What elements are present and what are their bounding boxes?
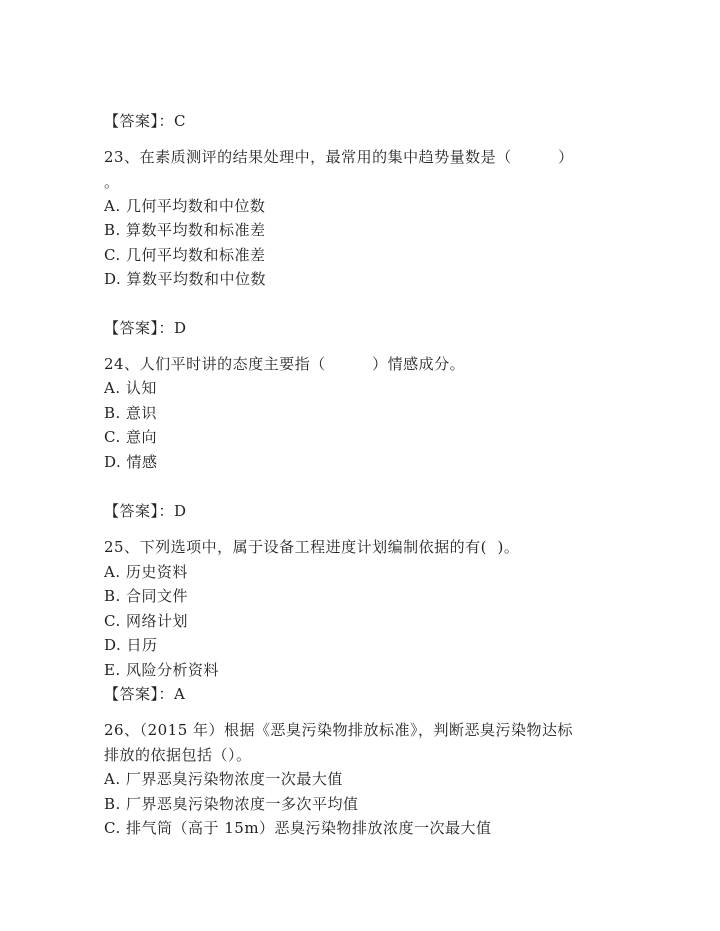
answer-25: 【答案】：A [104, 685, 186, 703]
question-25-stem: 25、下列选项中，属于设备工程进度计划编制依据的有( )。 [104, 538, 520, 556]
question-23-stem-line1: 23、在素质测评的结果处理中，最常用的集中趋势量数是（ ） [104, 148, 574, 166]
question-24-option-b: B. 意识 [104, 404, 158, 422]
question-25-option-b: B. 合同文件 [104, 587, 189, 605]
question-25-option-a: A. 历史资料 [104, 563, 188, 581]
question-25-option-d: D. 日历 [104, 636, 158, 654]
answer-23: 【答案】：D [104, 319, 187, 337]
question-25-option-c: C. 网络计划 [104, 612, 188, 630]
question-23-option-d: D. 算数平均数和中位数 [104, 270, 267, 288]
question-24-option-d: D. 情感 [104, 453, 158, 471]
question-26-stem-line2: 排放的依据包括（）。 [104, 746, 252, 764]
question-26-stem-line1: 26、（2015 年）根据《恶臭污染物排放标准》，判断恶臭污染物达标 [104, 721, 574, 739]
question-24-stem: 24、人们平时讲的态度主要指（ ）情感成分。 [104, 355, 466, 373]
question-26-option-a: A. 厂界恶臭污染物浓度一次最大值 [104, 770, 343, 788]
answer-24: 【答案】：D [104, 502, 187, 520]
answer-22: 【答案】：C [104, 112, 186, 130]
question-24-option-a: A. 认知 [104, 379, 157, 397]
question-23-option-b: B. 算数平均数和标准差 [104, 221, 266, 239]
question-23-option-c: C. 几何平均数和标准差 [104, 246, 266, 264]
question-23-option-a: A. 几何平均数和中位数 [104, 197, 266, 215]
question-24-option-c: C. 意向 [104, 428, 157, 446]
question-26-option-b: B. 厂界恶臭污染物浓度一多次平均值 [104, 795, 359, 813]
question-25-option-e: E. 风险分析资料 [104, 661, 219, 679]
question-26-option-c: C. 排气筒（高于 15m）恶臭污染物排放浓度一次最大值 [104, 819, 492, 837]
question-23-stem-line2: 。 [104, 173, 120, 191]
